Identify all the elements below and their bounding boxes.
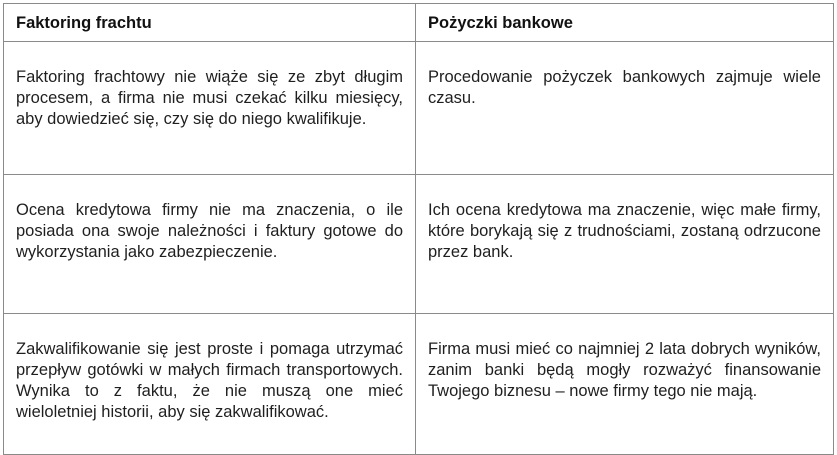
table-row bbox=[4, 175, 834, 314]
header-freight-factoring: Faktoring frachtu bbox=[4, 4, 416, 42]
factoring-cell: Ocena kredytowa firmy nie ma znaczenia, o ile posiada ona swoje należności i faktury gotowe do wykorzystania jako zabezpieczenie. bbox=[4, 175, 416, 314]
factoring-cell: Faktoring frachtowy nie wiąże się ze zbyt długim procesem, a firma nie musi czekać kilku miesięcy, aby dowiedzieć się, czy się do niego kwalifikuje. bbox=[4, 42, 416, 175]
bank-loan-cell: Procedowanie pożyczek bankowych zajmuje wiele czasu. bbox=[416, 42, 834, 175]
factoring-cell: Zakwalifikowanie się jest proste i pomaga utrzymać przepływ gotówki w małych firmach transportowych. Wynika to z faktu, że nie muszą one mieć wieloletniej historii, aby się zakwalifikować. bbox=[4, 314, 416, 455]
table-row bbox=[4, 42, 834, 175]
bank-loan-cell: Ich ocena kredytowa ma znaczenie, więc małe firmy, które borykają się z trudnościami, zostaną odrzucone przez bank. bbox=[416, 175, 834, 314]
bank-loan-cell: Firma musi mieć co najmniej 2 lata dobrych wyników, zanim banki będą mogły rozważyć finansowanie Twojego biznesu – nowe firmy tego nie mają. bbox=[416, 314, 834, 455]
table-header-row bbox=[4, 4, 834, 42]
header-bank-loans: Pożyczki bankowe bbox=[416, 4, 834, 42]
table-row bbox=[4, 314, 834, 455]
comparison-table bbox=[3, 3, 834, 455]
